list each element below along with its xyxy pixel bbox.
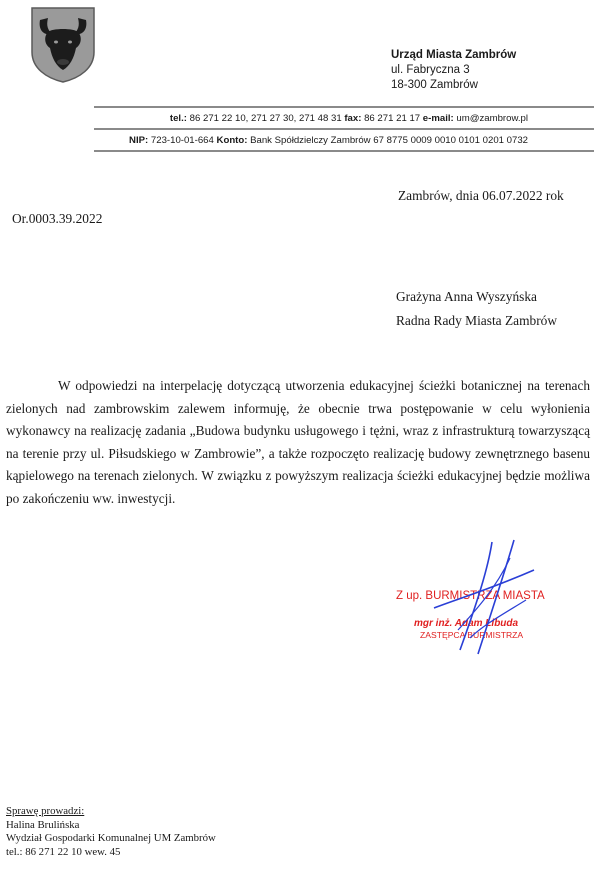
footer-phone: tel.: 86 271 22 10 wew. 45 <box>6 845 121 858</box>
tel-label: tel.: <box>169 113 187 124</box>
fax-label: fax: <box>344 113 362 124</box>
letter-body <box>6 375 590 511</box>
tel-value: 86 271 22 10, 271 27 30, 271 48 31 <box>189 113 342 124</box>
email-value: um@zambrow.pl <box>456 113 528 124</box>
footer-person: Halina Brulińska <box>6 818 80 831</box>
office-postal-city: 18-300 Zambrów <box>391 79 478 91</box>
stamp-title: Z up. BURMISTRZA MIASTA <box>396 590 545 602</box>
footer-department: Wydział Gospodarki Komunalnej UM Zambrów <box>6 832 216 844</box>
konto-value: Bank Spółdzielczy Zambrów 67 8775 0009 0010 0101 0201 0732 <box>250 135 528 146</box>
konto-label: Konto: <box>216 135 248 146</box>
email-label: e-mail: <box>422 113 454 124</box>
contact-line-1 <box>170 113 528 124</box>
office-street: ul. Fabryczna 3 <box>391 64 470 76</box>
header-rule-middle <box>94 128 594 130</box>
case-handler-footer <box>6 805 216 859</box>
handwritten-signature <box>430 538 540 658</box>
recipient-name: Grażyna Anna Wyszyńska <box>396 289 537 304</box>
recipient-block <box>396 285 557 333</box>
header-rule-top <box>94 106 594 108</box>
recipient-title: Radna Rady Miasta Zambrów <box>396 313 558 328</box>
stamp-role: ZASTĘPCA BURMISTRZA <box>420 630 524 640</box>
footer-heading: Sprawę prowadzi: <box>6 805 85 817</box>
reference-number: Or.0003.39.2022 <box>12 211 103 226</box>
stamp-name: mgr inż. Adam Libuda <box>414 618 519 629</box>
letter-date: Zambrów, dnia 06.07.2022 rok <box>398 188 564 203</box>
fax-value: 86 271 21 17 <box>364 113 421 124</box>
office-address <box>391 48 516 93</box>
header-rule-bottom <box>94 150 594 152</box>
bison-head-crest-icon <box>30 6 96 84</box>
nip-value: 723-10-01-664 <box>150 135 214 146</box>
body-paragraph: W odpowiedzi na interpelację dotyczącą utworzenia edukacyjnej ścieżki botanicznej na terenach zielonych nad zambrowskim zalewem informuję, że obecnie trwa postępowanie w celu wyłonienia wykonawcy na realizację zadania „Budowa budynku usługowego i tężni, wraz z infrastrukturą towarzyszącą na terenie przy ul. Piłsudskiego w Zambrowie”, a także rozpoczęto realizację budowy zewnętrznego basenu kąpielowego na terenach zielonych. W związku z powyższym realizacja ścieżki edukacyjnej będzie możliwa po zakończeniu ww. inwestycji. <box>6 378 590 506</box>
contact-line-2 <box>129 135 528 146</box>
nip-label: NIP: <box>129 135 149 146</box>
office-name: Urząd Miasta Zambrów <box>391 49 517 61</box>
